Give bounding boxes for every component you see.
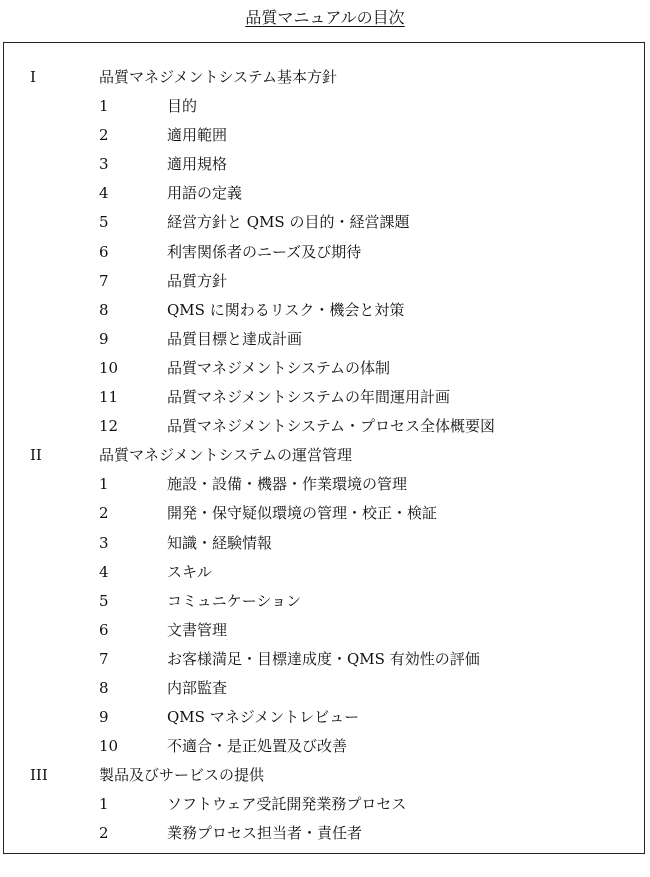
toc-item [4, 703, 644, 732]
item-title: 利害関係者のニーズ及び期待 [167, 242, 362, 261]
item-number: 8 [99, 678, 109, 697]
item-number: 5 [99, 591, 109, 610]
item-title: 品質目標と達成計画 [167, 329, 303, 348]
toc-item [4, 150, 644, 179]
item-title: 品質方針 [167, 271, 228, 290]
item-number: 6 [99, 620, 109, 639]
item-number: 12 [99, 417, 119, 436]
item-number: 10 [99, 737, 119, 756]
toc-item [4, 558, 644, 587]
toc-section [4, 761, 644, 790]
item-title: QMS マネジメントレビュー [167, 708, 360, 727]
item-title: 内部監査 [167, 678, 228, 697]
section-title: 品質マネジメントシステム基本方針 [99, 68, 338, 86]
item-number: 5 [99, 213, 109, 232]
toc-item [4, 499, 644, 528]
toc-item [4, 325, 644, 354]
item-number: 2 [99, 824, 109, 843]
toc-item [4, 267, 644, 296]
toc-item [4, 121, 644, 150]
toc-list [4, 63, 644, 849]
item-number: 7 [99, 271, 109, 290]
item-number: 1 [99, 97, 109, 116]
toc-item [4, 296, 644, 325]
toc-section [4, 441, 644, 470]
section-numeral: II [30, 446, 42, 465]
item-title: お客様満足・目標達成度・QMS 有効性の評価 [167, 649, 480, 668]
toc-item [4, 354, 644, 383]
item-title: ソフトウェア受託開発業務プロセス [167, 795, 407, 814]
item-number: 9 [99, 329, 109, 348]
page-title-text: 品質マニュアルの目次 [245, 8, 405, 27]
item-number: 3 [99, 533, 109, 552]
item-title: QMS に関わるリスク・機会と対策 [167, 300, 405, 319]
item-number: 9 [99, 708, 109, 727]
toc-item [4, 470, 644, 499]
toc-item [4, 92, 644, 121]
toc-item [4, 819, 644, 848]
toc-item [4, 383, 644, 412]
item-title: 用語の定義 [167, 184, 243, 203]
toc-item [4, 645, 644, 674]
item-title: 品質マネジメントシステムの年間運用計画 [167, 388, 451, 407]
toc-item [4, 790, 644, 819]
item-title: 知識・経験情報 [167, 533, 273, 552]
toc-item [4, 238, 644, 267]
item-number: 11 [99, 388, 119, 407]
toc-item [4, 208, 644, 237]
item-title: スキル [167, 562, 212, 581]
section-numeral: I [30, 68, 36, 86]
item-title: 適用規格 [167, 155, 228, 174]
item-title: 品質マネジメントシステムの体制 [167, 358, 391, 377]
toc-frame [3, 42, 645, 854]
toc-item [4, 529, 644, 558]
toc-item [4, 732, 644, 761]
item-number: 3 [99, 155, 109, 174]
toc-item [4, 179, 644, 208]
item-number: 6 [99, 242, 109, 261]
item-title: 経営方針と QMS の目的・経営課題 [167, 213, 410, 232]
item-title: 施設・設備・機器・作業環境の管理 [167, 475, 408, 494]
item-number: 2 [99, 504, 109, 523]
item-number: 1 [99, 795, 109, 814]
item-number: 4 [99, 562, 109, 581]
toc-item [4, 616, 644, 645]
item-number: 7 [99, 649, 109, 668]
section-title: 品質マネジメントシステムの運営管理 [99, 446, 353, 465]
item-number: 1 [99, 475, 109, 494]
item-title: 業務プロセス担当者・責任者 [167, 824, 363, 843]
item-title: コミュニケーション [167, 591, 302, 610]
item-title: 適用範囲 [167, 126, 228, 145]
toc-item [4, 587, 644, 616]
toc-item [4, 412, 644, 441]
item-title: 不適合・是正処置及び改善 [167, 737, 348, 756]
toc-section [4, 63, 644, 92]
page-title [0, 8, 650, 28]
item-title: 文書管理 [167, 620, 228, 639]
section-numeral: III [30, 766, 48, 785]
item-title: 目的 [167, 97, 198, 116]
item-number: 8 [99, 300, 109, 319]
item-title: 品質マネジメントシステム・プロセス全体概要図 [167, 417, 496, 436]
section-title: 製品及びサービスの提供 [99, 766, 265, 785]
item-number: 4 [99, 184, 109, 203]
item-number: 2 [99, 126, 109, 145]
item-title: 開発・保守疑似環境の管理・校正・検証 [167, 504, 438, 523]
item-number: 10 [99, 358, 119, 377]
toc-item [4, 674, 644, 703]
